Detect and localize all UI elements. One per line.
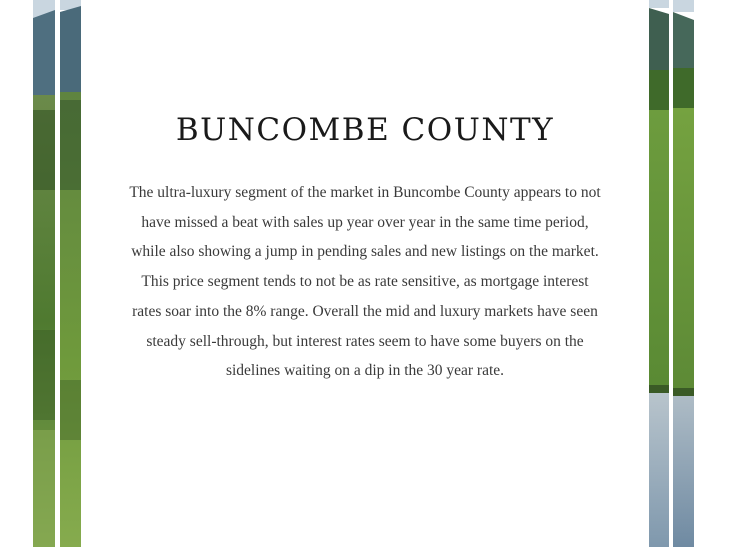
landscape-photo-strip-right-outer (673, 0, 694, 547)
landscape-photo-strip-right-inner (649, 0, 669, 547)
body-paragraph: The ultra-luxury segment of the market in Buncombe County appears to not have missed a beat with sales up year over year in the same time period, while also showing a jump in pending sales and new listings on the market. This price segment tends to not be as rate sensitive, as mortgage interest rates soar into the 8% range. Overall the mid and luxury markets have seen steady sell-through, but interest rates seem to have some buyers on the sidelines waiting on a dip in the 30 year rate. (129, 184, 601, 380)
landscape-photo-strip-left-outer (33, 0, 55, 547)
page-title: BUNCOMBE COUNTY (175, 112, 555, 148)
landscape-photo-strip-left-inner (60, 0, 81, 547)
